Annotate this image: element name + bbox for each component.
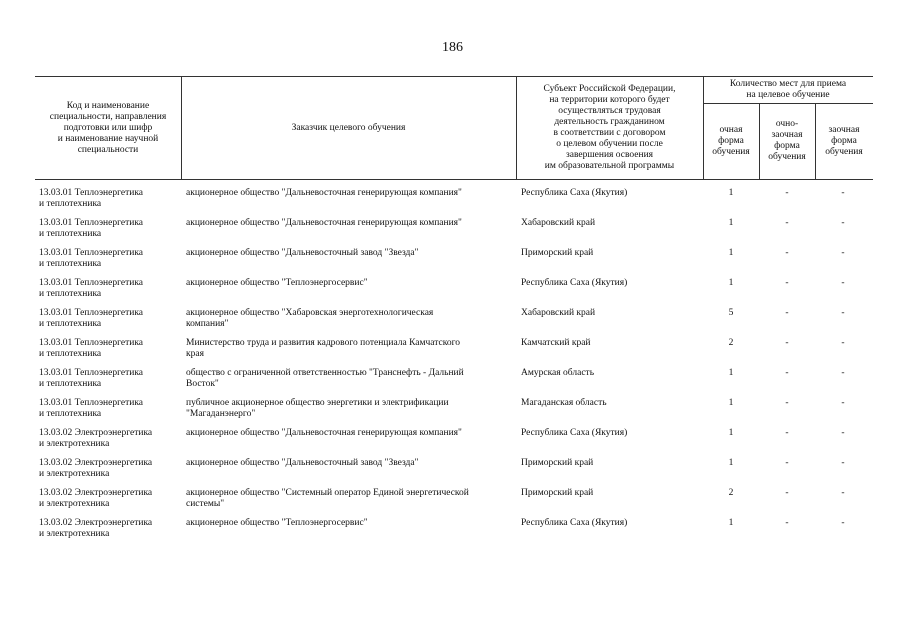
cell-code: 13.03.02 Электроэнергетика и электротехника <box>39 428 153 449</box>
cell-correspondence: - <box>841 248 845 258</box>
cell-code: 13.03.01 Теплоэнергетика и теплотехника <box>39 248 144 269</box>
cell-full-time: 5 <box>728 308 734 318</box>
page-number: 186 <box>442 40 463 55</box>
cell-full-time: 1 <box>728 218 734 228</box>
header-part-time: очно- заочная форма обучения <box>768 119 806 162</box>
table-row <box>35 488 873 518</box>
table-row <box>35 308 873 338</box>
cell-code: 13.03.02 Электроэнергетика и электротехника <box>39 458 153 479</box>
cell-correspondence: - <box>841 518 845 528</box>
cell-customer: акционерное общество "Теплоэнергосервис" <box>186 278 368 288</box>
cell-customer: Министерство труда и развития кадрового потенциала Камчатского края <box>186 338 461 359</box>
cell-subject: Республика Саха (Якутия) <box>521 518 628 528</box>
cell-subject: Приморский край <box>521 488 594 498</box>
cell-code: 13.03.02 Электроэнергетика и электротехника <box>39 488 153 509</box>
cell-part-time: - <box>785 518 789 528</box>
cell-subject: Республика Саха (Якутия) <box>521 428 628 438</box>
cell-customer: акционерное общество "Хабаровская энерготехнологическая компания" <box>186 308 434 329</box>
table-row <box>35 248 873 278</box>
table-row <box>35 428 873 458</box>
cell-part-time: - <box>785 368 789 378</box>
cell-full-time: 1 <box>728 278 734 288</box>
table-row <box>35 518 873 548</box>
header-subject: Субъект Российской Федерации, на территории которого будет осуществляться трудовая деятельность гражданином в соответствии с договором о целевом обучении после завершения освоения им образовательной программы <box>543 84 676 171</box>
cell-code: 13.03.02 Электроэнергетика и электротехника <box>39 518 153 539</box>
table-row <box>35 278 873 308</box>
table-header <box>35 76 873 180</box>
cell-full-time: 1 <box>728 428 734 438</box>
cell-customer: общество с ограниченной ответственностью "Транснефть - Дальний Восток" <box>186 368 464 389</box>
header-customer: Заказчик целевого обучения <box>291 122 406 133</box>
cell-subject: Магаданская область <box>521 398 607 408</box>
cell-subject: Приморский край <box>521 248 594 258</box>
cell-correspondence: - <box>841 398 845 408</box>
cell-full-time: 1 <box>728 458 734 468</box>
cell-correspondence: - <box>841 458 845 468</box>
cell-correspondence: - <box>841 428 845 438</box>
cell-part-time: - <box>785 458 789 468</box>
cell-customer: акционерное общество "Дальневосточный завод "Звезда" <box>186 248 419 258</box>
cell-correspondence: - <box>841 188 845 198</box>
table-row <box>35 458 873 488</box>
cell-subject: Республика Саха (Якутия) <box>521 188 628 198</box>
cell-subject: Хабаровский край <box>521 218 596 228</box>
cell-part-time: - <box>785 488 789 498</box>
cell-customer: акционерное общество "Системный оператор Единой энергетической системы" <box>186 488 469 509</box>
header-full-time: очная форма обучения <box>712 124 750 157</box>
cell-correspondence: - <box>841 368 845 378</box>
cell-code: 13.03.01 Теплоэнергетика и теплотехника <box>39 188 144 209</box>
cell-correspondence: - <box>841 218 845 228</box>
cell-part-time: - <box>785 338 789 348</box>
header-places: Количество мест для приема на целевое обучение <box>729 79 847 100</box>
cell-correspondence: - <box>841 278 845 288</box>
cell-subject: Приморский край <box>521 458 594 468</box>
table-row <box>35 368 873 398</box>
cell-subject: Хабаровский край <box>521 308 596 318</box>
cell-customer: акционерное общество "Дальневосточная генерирующая компания" <box>186 188 462 198</box>
cell-customer: акционерное общество "Дальневосточная генерирующая компания" <box>186 218 462 228</box>
cell-full-time: 2 <box>728 488 734 498</box>
cell-correspondence: - <box>841 338 845 348</box>
cell-full-time: 1 <box>728 518 734 528</box>
cell-customer: акционерное общество "Дальневосточная генерирующая компания" <box>186 428 462 438</box>
cell-correspondence: - <box>841 308 845 318</box>
cell-customer: акционерное общество "Теплоэнергосервис" <box>186 518 368 528</box>
cell-full-time: 1 <box>728 398 734 408</box>
table-row <box>35 398 873 428</box>
header-code: Код и наименование специальности, направления подготовки или шифр и наименование научной специальности <box>49 100 167 155</box>
table-row <box>35 218 873 248</box>
cell-part-time: - <box>785 398 789 408</box>
table-row <box>35 188 873 218</box>
cell-customer: публичное акционерное общество энергетики и электрификации "Магаданэнерго" <box>186 398 449 419</box>
cell-part-time: - <box>785 428 789 438</box>
cell-correspondence: - <box>841 488 845 498</box>
cell-subject: Камчатский край <box>521 338 591 348</box>
cell-code: 13.03.01 Теплоэнергетика и теплотехника <box>39 338 144 359</box>
cell-code: 13.03.01 Теплоэнергетика и теплотехника <box>39 218 144 239</box>
cell-customer: акционерное общество "Дальневосточный завод "Звезда" <box>186 458 419 468</box>
cell-full-time: 1 <box>728 188 734 198</box>
cell-part-time: - <box>785 278 789 288</box>
header-correspondence: заочная форма обучения <box>825 124 863 157</box>
cell-subject: Амурская область <box>521 368 595 378</box>
cell-part-time: - <box>785 248 789 258</box>
cell-code: 13.03.01 Теплоэнергетика и теплотехника <box>39 278 144 299</box>
cell-code: 13.03.01 Теплоэнергетика и теплотехника <box>39 308 144 329</box>
cell-part-time: - <box>785 308 789 318</box>
cell-full-time: 1 <box>728 368 734 378</box>
cell-code: 13.03.01 Теплоэнергетика и теплотехника <box>39 398 144 419</box>
table-row <box>35 338 873 368</box>
cell-part-time: - <box>785 218 789 228</box>
cell-full-time: 2 <box>728 338 734 348</box>
cell-part-time: - <box>785 188 789 198</box>
cell-code: 13.03.01 Теплоэнергетика и теплотехника <box>39 368 144 389</box>
cell-full-time: 1 <box>728 248 734 258</box>
cell-subject: Республика Саха (Якутия) <box>521 278 628 288</box>
